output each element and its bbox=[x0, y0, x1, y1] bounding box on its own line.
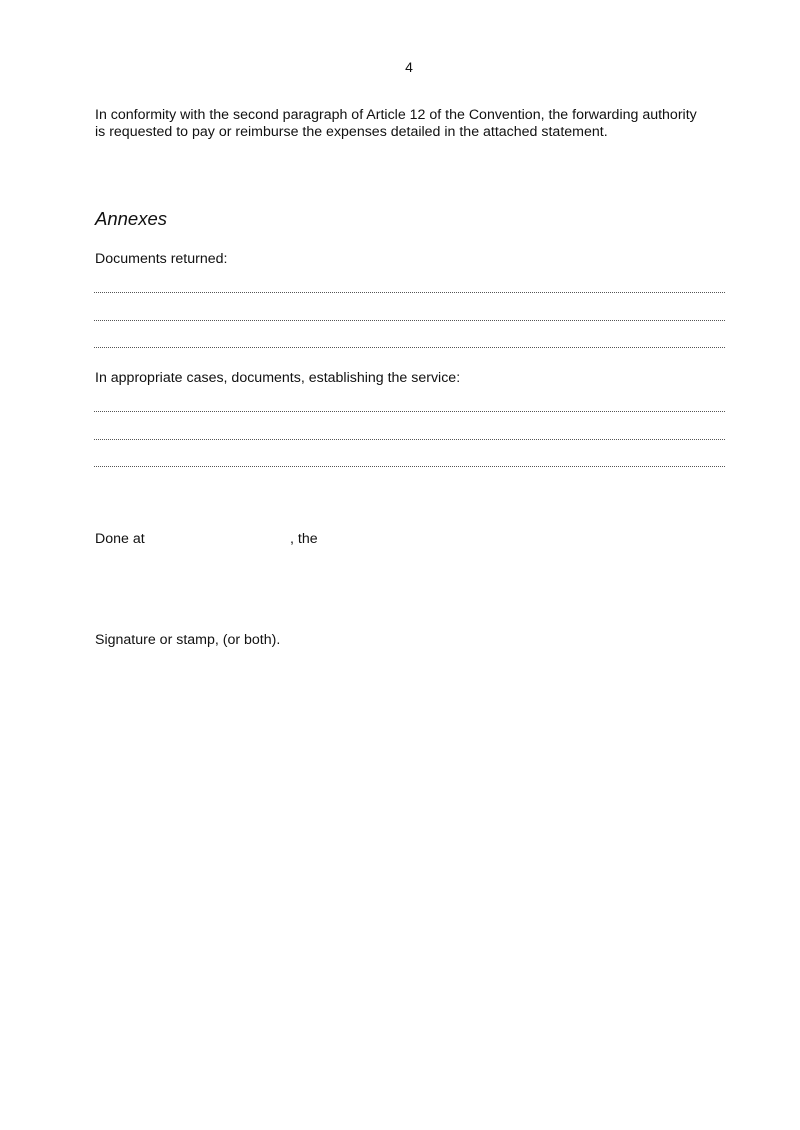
annexes-heading: Annexes bbox=[95, 208, 167, 229]
documents-returned-line-1[interactable] bbox=[94, 292, 725, 293]
documents-returned-line-2[interactable] bbox=[94, 320, 725, 321]
service-documents-line-1[interactable] bbox=[94, 411, 725, 412]
paragraph-line-2: is requested to pay or reimburse the expenses detailed in the attached statement. bbox=[95, 124, 608, 140]
signature-label: Signature or stamp, (or both). bbox=[95, 632, 281, 648]
expenses-paragraph bbox=[95, 107, 735, 141]
documents-returned-line-3[interactable] bbox=[94, 347, 725, 348]
service-documents-line-3[interactable] bbox=[94, 466, 725, 467]
date-the-label: , the bbox=[290, 531, 318, 547]
done-at-label: Done at bbox=[95, 531, 145, 547]
service-documents-line-2[interactable] bbox=[94, 439, 725, 440]
page-number: 4 bbox=[405, 59, 413, 75]
paragraph-line-1: In conformity with the second paragraph of Article 12 of the Convention, the forwarding authority bbox=[95, 107, 697, 123]
service-documents-label: In appropriate cases, documents, establishing the service: bbox=[95, 370, 461, 386]
documents-returned-label: Documents returned: bbox=[95, 251, 228, 267]
